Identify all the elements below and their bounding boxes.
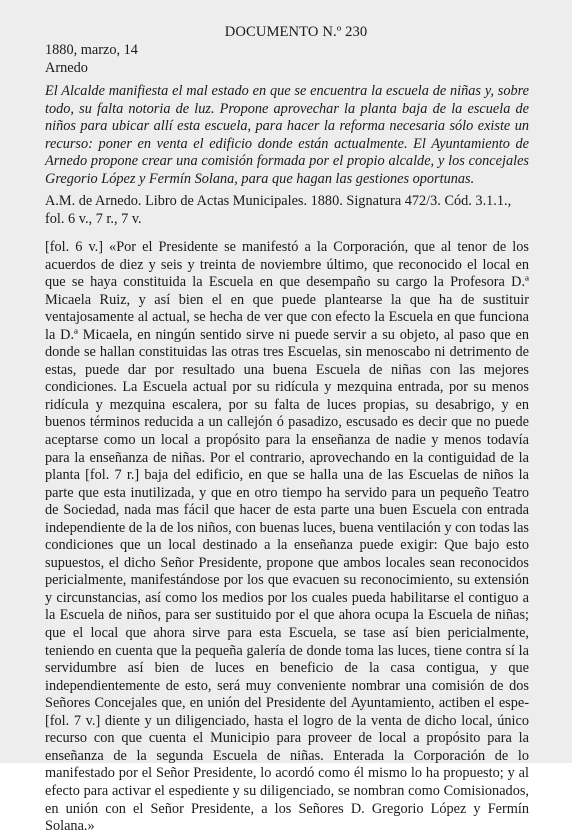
document-date: 1880, marzo, 14 (45, 42, 138, 58)
document-summary: El Alcalde manifiesta el mal estado en que se encuentra la escuela de niñas y, sobre todo, su falta notoria de luz. Propone aprovechar la planta baja de la escuela de niños para ubicar allí esta escuela, para hacer la reforma necesaria sólo existe un recurso: poner en venta el edificio donde están actualmente. El Ayuntamiento de Arnedo propone crear una comisión formada por el propio alcalde, y los concejales Gregorio López y Fermín Solana, para que hagan las gestiones oportunas. (45, 83, 529, 187)
document-number: DOCUMENTO N.º 230 (224, 24, 368, 40)
document-place: Arnedo (45, 59, 88, 76)
date-place-block (45, 42, 138, 77)
transcription-body: [fol. 6 v.] «Por el Presidente se manifestó a la Corporación, que al tenor de los acuerdos de diez y seis y treinta de noviembre último, que reconocido el local en que se haya constituida la Escuela en que desempaño su cargo la Profesora D.ª Micaela Ruiz, y así bien el en que puede plantearse la que ha de sustituir ventajosamente al actual, se hecha de ver que con efecto la Escuela en que funciona la D.ª Micaela, en ningún sentido sirve ni puede servir a su objeto, al paso que en donde se hallan constituidas las otras tres Escuelas, sin menoscabo ni detrimento de estas, puede dar por resultado una buena Escuela de niñas con las mejores condiciones. La Escuela actual por su ridícula y mezquina entrada, por su menos ridícula y mezquina escalera, por su falta de luces propias, su desabrigo, y en buenos términos reducida a un callejón ó pasadizo, escusado es decir que no puede aceptarse como un local a propósito para la enseñanza de nadie y menos todavía para la enseñanza de niñas. Por el contrario, aprovechando en la contiguidad de la planta [fol. 7 r.] baja del edificio, en que se halla una de las Escuelas de niños la parte que esta inutilizada, y que en otro tiempo ha servido para un pequeño Teatro de Sociedad, nada mas fácil que hacer de esta parte una buen Escuela con entrada independiente de la de los niños, con buenas luces, buena ventilación y con todas las condiciones que un local destinado a la enseñanza puede exigir: Que bajo esto supuestos, el dicho Señor Presidente, propone que ambos locales sean reconocidos pericialmente, manifestándose por los que evacuen su reconocimiento, su extensión y circunstancias, así como los medios por los cuales pueda habilitarse el contiguo a la Escuela de niños, para ser sustituido por el que ahora ocupa la Escuela de niñas; que el local que ahora sirve para esta Escuela, se tase así bien pericialmente, teniendo en cuenta que la pequeña galería de donde toma las luces, tiene contra sí la servidumbre así bien de luces en beneficio de la casa contigua, y que independientemente de esto, será muy conveniente nombrar una comisión de dos Señores Concejales que, en unión del Presidente del Ayuntamiento, actiben el espe- [fol. 7 v.] diente y un diligenciado, hasta el logro de la venta de dicho local, único recurso con que cuenta el Municipio para proveer de local a propósito para la enseñanza de la segunda Escuela de niñas. Enterada la Corporación de lo manifestado por el Señor Presidente, lo acordó como él mismo lo ha propuesto; y al efecto para activar el espediente y su diligenciado, se nombran como Comisionados, en unión con el Señor Presidente, a los Señores D. Gregorio López y Fermín Solana.» (45, 239, 529, 835)
archival-source: A.M. de Arnedo. Libro de Actas Municipales. 1880. Signatura 472/3. Cód. 3.1.1., fol. 6 v., 7 r., 7 v. (45, 193, 512, 227)
